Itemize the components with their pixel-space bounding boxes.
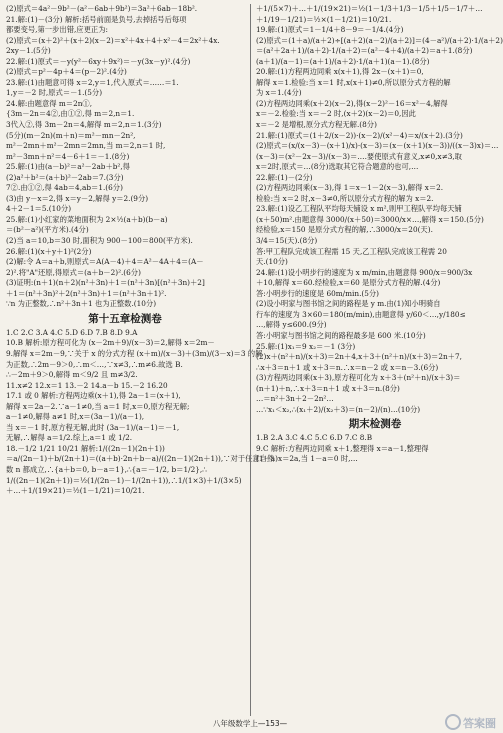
answer-line: 2)².将"A"还原,得原式＝(a＋b－2)².(6分) <box>6 267 141 277</box>
answer-line: 解得 x＝2a－2.∵a－1≠0,当 a＝1 时,x＝0,原方程无解; <box>6 401 190 411</box>
answer-line: 18.－1/2 1/21 10/21 解析:1/((2n－1)(2n＋1)) <box>6 443 165 453</box>
answer-line: …＝n²＋3n＋2－2n²… <box>256 394 334 404</box>
answer-line: (2)解:令 A＝a＋b,则原式＝A(A－4)＋4＝A²－4A＋4＝(A－ <box>6 257 204 267</box>
answer-line: 为正数,∴2m－9＞0,∴m＜…,∵x≠3,∴m≠6.故选 B. <box>6 359 183 369</box>
answer-line: (2)方程两边同乘(x－3),得 1＝x－1－2(x－3),解得 x＝2. <box>256 183 444 193</box>
answer-line: ＋10,解得 x＝60.经检验,x＝60 是原分式方程的解.(4分) <box>256 278 441 288</box>
answer-line: ∴－2m＋9＞0,解得 m＜9/2 且 m≠3/2. <box>6 370 138 380</box>
answer-line: (x－3)＝(x²－2x－3)/(x－3)＝….要使原式有意义,x≠0,x≠3,取 <box>256 151 462 161</box>
answer-line: (5分)(m－2n)(m＋n)＝m²－mn－2n², <box>6 130 136 140</box>
section-heading: 第十五章检测卷 <box>88 312 162 325</box>
answer-line: 检验:当 x＝2 时,x－3≠0,所以原分式方程的解为 x＝2. <box>256 193 434 203</box>
answer-line: 22.解:(1)－(2分) <box>256 172 313 182</box>
answer-line: x＝2时,原式＝…(8分)选取其它符合题意的也可,… <box>256 162 419 172</box>
answer-line: m²－2mn＋m²－2mn＝2mn,当 m＝2,n＝1 时, <box>6 141 166 151</box>
answer-line: 21.解:(1)－(3分) 解析:括号前面是负号,去掉括号后每项 <box>6 14 187 24</box>
answer-line: 1.B 2.A 3.C 4.C 5.C 6.D 7.C 8.B <box>256 433 373 443</box>
answer-line: 22.解:(1)原式＝－y(y²－6xy＋9x²)＝－y(3x－y)².(4分) <box>6 56 191 66</box>
answer-line: (2)当 a＝10,b＝30 时,面积为 900－100＝800(平方米). <box>6 236 193 246</box>
answer-line: ＋1＝(n²＋3n)²＋2(n²＋3n)＋1＝(n²＋3n＋1)². <box>6 288 167 298</box>
answer-line: 答:小明家与图书馆之间的路程最多是 600 米.(10分) <box>256 330 426 340</box>
answer-line: (2)x＋(n²＋n)/(x＋3)＝2n＋4,x＋3＋(n²＋n)/(x＋3)＝2n＋7, <box>256 352 462 362</box>
answer-line: ＋1/19－1/21)＝½×(1－1/21)＝10/21. <box>256 14 392 24</box>
answer-line: ＋…＋1/(19×21)＝½(1－1/21)＝10/21. <box>6 486 145 496</box>
answer-line: {3m－2n＝4②,由①②,得 m＝2,n＝1. <box>6 109 135 119</box>
answer-line: 2xy－1.(5分) <box>6 46 51 56</box>
answer-line: (2)设小明家与图书馆之间的路程是 y m.由(1)知小明骑自 <box>256 299 441 309</box>
answer-line: 数 n 都成立,∴{a＋b＝0, b－a＝1},∴{a＝－1/2, b＝1/2},∴ <box>6 464 207 474</box>
answer-line: 24.解:(1)设小明步行的速度为 x m/min,由题意得 900/x＝900/3x <box>256 267 473 277</box>
answer-line: 24.解:由题意得 m＝2n①, <box>6 98 93 108</box>
answer-line: a－1≠0,解得 a≠1 时,x＝(3a－1)/(a－1), <box>6 412 145 422</box>
answer-line: (a＋1)/(a－1)＝(a＋1)/(a＋2)·1/(a＋1)(a－1).(8分) <box>256 56 430 66</box>
answer-line: 1.C 2.C 3.A 4.C 5.D 6.D 7.B 8.D 9.A <box>6 327 138 337</box>
answer-line: x＝－2 是增根,原分式方程无解.(8分) <box>256 120 377 130</box>
answer-line: ＝(a²＋2a＋1)/(a＋2)·1/(a＋2)＝(a²－4＋4)/(a＋2)＝a＋1.(8分) <box>256 46 473 56</box>
answer-line: 25.解:(1)小红家的菜地面积为 2×½(a＋b)(b－a) <box>6 214 168 224</box>
answer-line: 行车的速度为 3×60＝180(m/min),由题意得 y/60＜…,y/180≤ <box>256 309 466 319</box>
answer-line: 9.C 解析:方程两边同乘 x＋1,整理得 x＝a－1,整理得 <box>256 443 429 453</box>
answer-line: 经检验,x＝150 是原分式方程的解,∴3000/x＝20(天). <box>256 225 433 235</box>
answer-line: (2)原式＝(x/(x－3)－(x＋1)/x)·(x－3)＝(x－(x＋1)(x－3))/((x－3)x)＝… <box>256 141 499 151</box>
answer-line: 1/((2n－1)(2n＋1))＝½(1/(2n－1)－1/(2n＋1)),∴1/(1×3)＋1/(3×5) <box>6 475 242 485</box>
page-footer: 八年级数学上—153— <box>212 719 288 728</box>
answer-line: 当 x＝－1 时,原方程无解,此时 (3a－1)/(a－1)＝－1, <box>6 422 180 432</box>
answer-line: (2)a²＋b²＝(a＋b)²－2ab＝7.(3分) <box>6 172 124 182</box>
answer-line: ＝(b²－a²)(平方米).(4分) <box>6 225 89 235</box>
answer-line: (3)证明:(n＋1)(n＋2)(n²＋3n)＋1＝(n²＋3n)[(n²＋3n)＋2] <box>6 278 205 288</box>
watermark <box>445 714 496 731</box>
answer-line: 23.解:(1)设乙工程队平均每天铺设 x m²,则甲工程队平均每天铺 <box>256 204 462 214</box>
answer-line: 4＋2－1＝5.(10分) <box>6 204 72 214</box>
column-divider <box>250 4 251 716</box>
section-heading: 期末检测卷 <box>348 418 402 431</box>
answer-line: 为 x＝1.(4分) <box>256 88 302 98</box>
answer-line: (1－a)x＝2a,当 1－a＝0 时,… <box>256 454 358 464</box>
answer-line: (n＋1)＋n,∴x＋3＝n＋1 或 x＋3＝n.(8分) <box>256 383 400 393</box>
answer-line: 1,y＝－2 时,原式＝－1.(5分) <box>6 88 103 98</box>
answer-line: 21.解:(1)原式＝(1＋2/(x－2))·(x－2)/(x²－4)＝x/(x＋2).(3分) <box>256 130 463 140</box>
answer-line: (2)原式＝4a²－9b²－(a²－6ab＋9b²)＝3a²＋6ab－18b². <box>6 4 198 13</box>
answer-line: (2)原式＝(1＋a)/(a＋2)÷[(a＋2)(a－2)/(a＋2)]＝(4－a²)/(a＋2)·1/(a＋2) <box>256 35 503 45</box>
answer-line: ＝a/(2n－1)＋b/(2n＋1)＝((a＋b)·2n＋b－a)/((2n－1)(2n＋1)),∵对于任意自然 <box>6 454 275 464</box>
watermark-text: 答案圈 <box>463 717 496 730</box>
answer-line: 26.解:(1)(x＋y＋1)²(2分) <box>6 246 92 256</box>
answer-line: 都要变号,第一步出错,应更正为: <box>6 25 108 35</box>
right-column <box>256 4 503 716</box>
answer-line: x＝－2.检验:当 x＝－2 时,(x＋2)(x－2)＝0,因此 <box>256 109 416 119</box>
answer-line: (2)原式＝p²－4p＋4＝(p－2)².(4分) <box>6 67 127 77</box>
answer-line: ∴x＋3＝n＋1 或 x＋3＝n.∴x＝n－2 或 x＝n－3.(6分) <box>256 362 439 372</box>
answer-line: 解得 x＝1.检验:当 x＝1 时,x(x＋1)≠0,所以原分式方程的解 <box>256 77 451 87</box>
answer-line: (3)由 y－x＝2,得 x＝y－2,解得 y＝2.(9分) <box>6 193 149 203</box>
watermark-logo-icon <box>445 714 461 730</box>
answer-line: 17.1 或 0 解析:方程两边乘(x＋1),得 2a－1＝(x＋1), <box>6 391 181 401</box>
answer-line: 3代入②,得 3m－2n＝4,解得 m＝2,n＝1.(3分) <box>6 120 162 130</box>
answer-line: ＋1/(5×7)＋…＋1/(19×21)＝½(1－1/3＋1/3－1/5＋1/5－1/7＋… <box>256 4 483 13</box>
answer-line: 23.解:(1)由题意可得 x＝2,y＝1,代入原式＝……＝1. <box>6 77 179 87</box>
answer-line: 25.解:(1)x₁＝9 x₂＝－1 (3分) <box>256 341 356 351</box>
answer-line: 9.解得 x＝2m－9,∵关于 x 的分式方程 (x＋m)/(x－3)＋(3m)/(3－x)＝3 的解 <box>6 348 263 358</box>
answer-line: 7②.由①②,得 4ab＝4,ab＝1.(6分) <box>6 183 123 193</box>
answer-line: m²－3mn＋n²＝4－6＋1＝－1.(8分) <box>6 151 130 161</box>
answer-page <box>6 4 503 716</box>
answer-line: 无解,∴解得 a＝1/2.综上,a＝1 或 1/2. <box>6 433 133 443</box>
answer-line: (3)方程两边同乘(x＋3),原方程可化为 x＋3＋(n²＋n)/(x＋3)＝ <box>256 373 461 383</box>
answer-line: 答:小明步行的速度是 60m/min.(5分) <box>256 288 380 298</box>
answer-line: 10.B 解析:原方程可化为 (x－2m＋9)/(x－3)＝2,解得 x＝2m－ <box>6 338 215 348</box>
answer-line: (2)原式＝(x＋2)²＋(x＋2)(x－2)＝x²＋4x＋4＋x²－4＝2x²＋4x. <box>6 35 220 45</box>
answer-line: …∵x₁＜x₂,∴(x₁＋2)/(x₂＋3)＝(n－2)/(n)…(10分) <box>256 404 421 414</box>
answer-line: 11.x≠2 12.x＝1 13.－2 14.a－b 15.－2 16.20 <box>6 380 168 390</box>
answer-line: ∵n 为正整数,∴n²＋3n＋1 也为正整数.(10分) <box>6 299 157 309</box>
answer-line: 天.(10分) <box>256 257 288 267</box>
answer-line: (x＋50)m².由题意得 3000/(x＋50)＝3000/x×…,解得 x＝150.(5分) <box>256 214 484 224</box>
answer-line: 20.解:(1)方程两边同乘 x(x＋1),得 2x－(x＋1)＝0, <box>256 67 424 77</box>
answer-line: 25.解:(1)由(a－b)²＝a²－2ab＋b²,得 <box>6 162 130 172</box>
answer-line: 3/4＝15(天).(8分) <box>256 236 318 246</box>
answer-line: 答:甲工程队完成该工程需 15 天,乙工程队完成该工程需 20 <box>256 246 447 256</box>
answer-line: 19.解:(1)原式＝1－1/4＋8－9＝－1/4.(4分) <box>256 25 404 35</box>
answer-line: …,解得 y≤600.(9分) <box>256 320 327 330</box>
answer-line: (2)方程两边同乘(x＋2)(x－2),得(x－2)²－16＝x²－4,解得 <box>256 98 448 108</box>
